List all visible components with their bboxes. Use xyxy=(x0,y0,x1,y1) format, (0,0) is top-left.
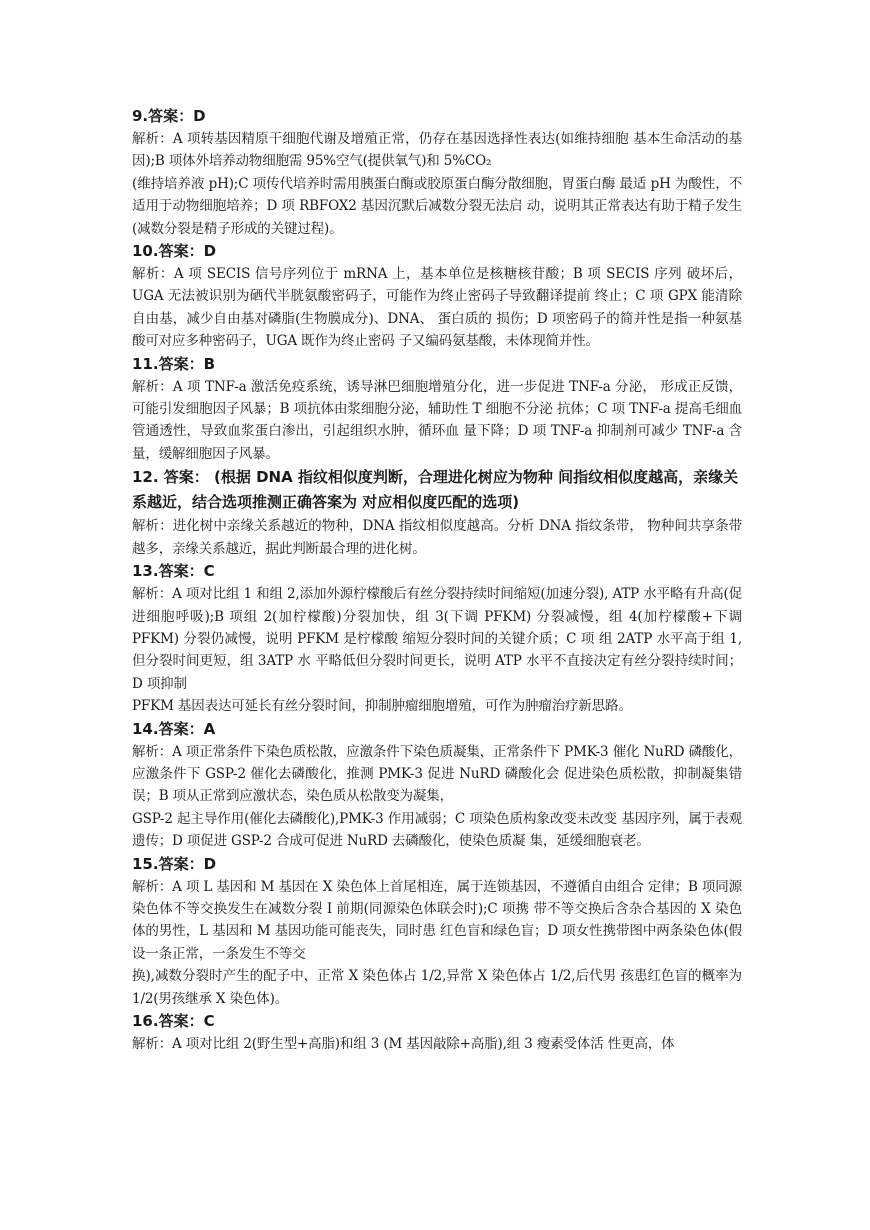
analysis-paragraph xyxy=(132,1033,742,1055)
answer-heading: 10.答案：D xyxy=(132,242,217,261)
analysis-line: 解析：A 项 L 基因和 M 基因在 X 染色体上首尾相连，属于连锁基因，不遵循自由组合 定律；B 项同源染色体不等交换发生在减数分裂 I 前期(同源染色体联会时);C 项携 带不等交换后含杂合基因的 X 染色体的男性，L 基因和 M 基因功能可能丧失，同时患 红色盲和绿色盲；D 项女性携带图中两条染色体(假设一条正常，一条发生不等交 xyxy=(132,878,742,962)
answer-heading: 12. 答案： (根据 DNA 指纹相似度判断，合理进化树应为物种 间指纹相似度越高，亲缘关系越近，结合选项推测正确答案为 对应相似度匹配的选项) xyxy=(132,468,739,512)
answer-item-10 xyxy=(132,240,742,353)
analysis-line: (维持培养液 pH);C 项传代培养时需用胰蛋白酶或胶原蛋白酶分散细胞，胃蛋白酶 最适 pH 为酸性，不适用于动物细胞培养；D 项 RBFOX2 基因沉默后减数分裂无法启 动，说明其正常表达有助于精子发生(减数分裂是精子形成的关键过程)。 xyxy=(132,175,742,237)
analysis-paragraph xyxy=(132,741,742,853)
answer-item-13 xyxy=(132,560,742,717)
analysis-line: 解析：A 项正常条件下染色质松散，应激条件下染色质凝集，正常条件下 PMK-3 催化 NuRD 磷酸化，应激条件下 GSP-2 催化去磷酸化，推测 PMK-3 促进 NuRD 磷酸化会 促进染色质松散，抑制凝集错误；B 项从正常到应激状态，染色质从松散变为凝集， xyxy=(132,743,742,805)
answer-item-11 xyxy=(132,353,742,466)
analysis-line: GSP-2 起主导作用(催化去磷酸化),PMK-3 作用减弱；C 项染色质构象改变未改变 基因序列，属于表观遗传；D 项促进 GSP-2 合成可促进 NuRD 去磷酸化，使染色质凝 集，延缓细胞衰老。 xyxy=(132,810,742,850)
analysis-line: 解析：进化树中亲缘关系越近的物种，DNA 指纹相似度越高。分析 DNA 指纹条带， 物种间共享条带越多，亲缘关系越近，据此判断最合理的进化树。 xyxy=(132,518,742,557)
answer-heading: 14.答案：A xyxy=(132,719,216,738)
answer-heading: 16.答案：C xyxy=(132,1012,215,1030)
answer-heading: 11.答案：B xyxy=(132,354,216,373)
analysis-line: 解析：A 项对比组 2(野生型+高脂)和组 3 (M 基因敲除+高脂),组 3 瘦素受体活 性更高，体 xyxy=(132,1036,675,1052)
analysis-line: 解析：A 项 SECIS 信号序列位于 mRNA 上，基本单位是核糖核苷酸；B 项 SECIS 序列 破坏后，UGA 无法被识别为硒代半胱氨酸密码子，可能作为终止密码子导致翻译提前 终止；C 项 GPX 能清除自由基，减少自由基对磷脂(生物膜成分)、DNA、 蛋白质的 损伤；D 项密码子的简并性是指一种氨基酸可对应多种密码子，UGA 既作为终止密码 子又编码氨基酸，未体现简并性。 xyxy=(132,266,742,350)
answer-item-9 xyxy=(132,105,742,240)
analysis-paragraph xyxy=(132,128,742,240)
analysis-paragraph xyxy=(132,376,742,466)
analysis-paragraph xyxy=(132,263,742,353)
analysis-line: PFKM 基因表达可延长有丝分裂时间，抑制肿瘤细胞增殖，可作为肿瘤治疗新思路。 xyxy=(132,698,632,715)
analysis-line: 解析：A 项转基因精原干细胞代谢及增殖正常，仍存在基因选择性表达(如维持细胞 基本生命活动的基因);B 项体外培养动物细胞需 95%空气(提供氧气)和 5%CO₂ xyxy=(132,131,742,170)
answer-item-16 xyxy=(132,1010,742,1055)
answer-heading: 9.答案：D xyxy=(132,107,206,125)
answer-heading: 15.答案：D xyxy=(132,854,217,873)
answer-document xyxy=(132,105,742,1055)
analysis-line: 换),减数分裂时产生的配子中，正常 X 染色体占 1/2,异常 X 染色体占 1/2,后代男 孩患红色盲的概率为 1/2(男孩继承 X 染色体)。 xyxy=(132,968,742,1007)
analysis-paragraph xyxy=(132,583,742,717)
analysis-line: 解析：A 项 TNF-a 激活免疫系统，诱导淋巴细胞增殖分化，进一步促进 TNF-a 分泌， 形成正反馈，可能引发细胞因子风暴；B 项抗体由浆细胞分泌，辅助性 T 细胞不分泌 抗体；C 项 TNF-a 提高毛细血管通透性，导致血浆蛋白渗出，引起组织水肿，循环血 量下降；D 项 TNF-a 抑制剂可减少 TNF-a 含量，缓解细胞因子风暴。 xyxy=(132,378,742,462)
analysis-paragraph xyxy=(132,876,742,1010)
analysis-line: 解析：A 项对比组 1 和组 2,添加外源柠檬酸后有丝分裂持续时间缩短(加速分裂), ATP 水平略有升高(促进细胞呼吸);B 项组 2(加柠檬酸)分裂加快，组 3(下调 PFKM) 分裂减慢，组 4(加柠檬酸+下调 PFKM) 分裂仍减慢，说明 PFKM 是柠檬酸 缩短分裂时间的关键介质；C 项 组 2ATP 水平高于组 1,但分裂时间更短，组 3ATP 水 平略低但分裂时间更长，说明 ATP 水平不直接决定有丝分裂持续时间；D 项抑制 xyxy=(132,586,742,692)
answer-item-15 xyxy=(132,853,742,1010)
answer-item-12 xyxy=(132,465,742,560)
answer-heading: 13.答案：C xyxy=(132,562,215,581)
answer-item-14 xyxy=(132,718,742,853)
analysis-paragraph xyxy=(132,515,742,560)
